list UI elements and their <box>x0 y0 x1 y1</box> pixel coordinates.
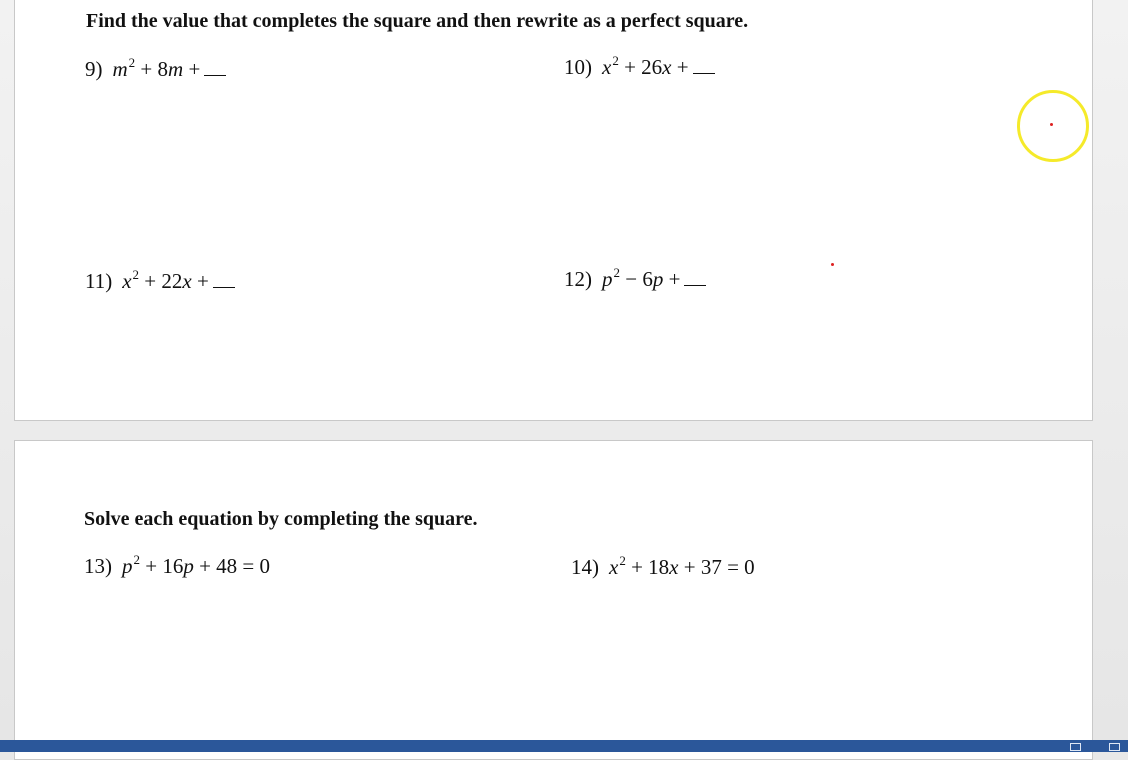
answer-blank <box>684 269 706 286</box>
variable: x <box>669 555 679 579</box>
variable: p <box>183 554 194 578</box>
problem-10 <box>564 53 715 80</box>
problem-number: 14) <box>571 555 599 579</box>
section-heading: Solve each equation by completing the square. <box>84 508 478 530</box>
variable: x <box>182 269 192 293</box>
variable: p <box>122 554 133 578</box>
document-page-1[interactable] <box>14 0 1093 421</box>
problem-number: 12) <box>564 267 592 291</box>
variable: x <box>609 555 619 579</box>
variable: x <box>662 55 672 79</box>
answer-blank <box>693 57 715 74</box>
variable: x <box>122 269 132 293</box>
term: + 26 <box>618 55 663 79</box>
problem-12 <box>564 265 706 292</box>
term: + <box>671 55 689 79</box>
term: + 22 <box>139 269 183 293</box>
term: − 6 <box>620 267 653 291</box>
exponent: 2 <box>133 552 140 567</box>
problem-9 <box>85 55 226 82</box>
problem-number: 9) <box>85 57 103 81</box>
pointer-dot <box>1050 123 1053 126</box>
document-page-2[interactable] <box>14 440 1093 760</box>
annotation-dot <box>831 263 834 266</box>
term: + 48 = 0 <box>193 554 271 578</box>
term: + <box>191 269 209 293</box>
exponent: 2 <box>132 267 140 282</box>
exponent: 2 <box>619 553 626 568</box>
read-mode-icon[interactable] <box>1070 743 1081 751</box>
exponent: 2 <box>612 53 619 68</box>
problem-11 <box>85 267 235 294</box>
problem-13 <box>84 552 270 579</box>
problem-number: 13) <box>84 554 112 578</box>
term: + 16 <box>140 554 184 578</box>
variable: x <box>602 55 612 79</box>
cursor-highlight-ring <box>1017 90 1089 162</box>
answer-blank <box>204 59 226 76</box>
problem-number: 11) <box>85 269 113 293</box>
term: + <box>183 57 201 81</box>
term: + 37 = 0 <box>678 555 755 579</box>
variable: p <box>652 267 664 291</box>
term: + 18 <box>625 555 670 579</box>
section-heading: Find the value that completes the square and then rewrite as a perfect square. <box>86 10 749 32</box>
problem-number: 10) <box>564 55 592 79</box>
print-layout-icon[interactable] <box>1109 743 1120 751</box>
exponent: 2 <box>613 265 620 280</box>
status-bar <box>0 740 1128 752</box>
term: + <box>663 267 681 291</box>
variable: m <box>112 57 128 81</box>
exponent: 2 <box>128 55 136 70</box>
term: + 8 <box>135 57 169 81</box>
variable: p <box>602 267 613 291</box>
variable: m <box>168 57 184 81</box>
answer-blank <box>213 271 235 288</box>
problem-14 <box>571 553 755 580</box>
